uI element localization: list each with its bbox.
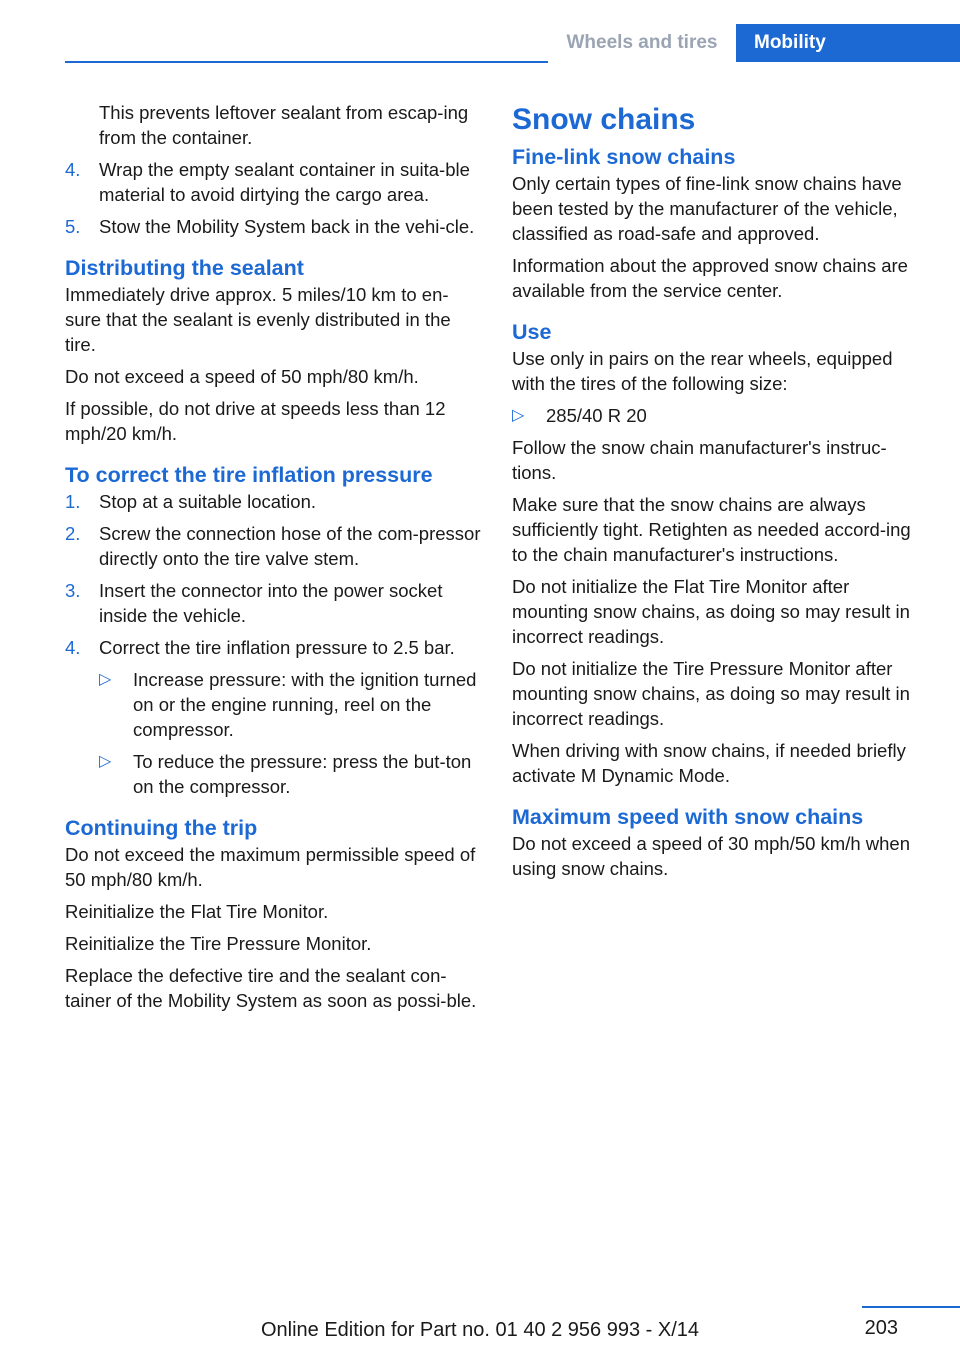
left-column [65,100,483,1020]
paragraph: Only certain types of fine-link snow chains have been tested by the manufacturer of the vehicle, classified as road-safe and approved. [512,173,902,244]
step-number: 4. [65,637,81,658]
list-item [65,578,483,628]
paragraph: Do not exceed the maximum permissible speed of 50 mph/80 km/h. [65,844,476,890]
list-item [65,214,483,239]
paragraph: Do not exceed a speed of 50 mph/80 km/h. [65,366,419,387]
paragraph: When driving with snow chains, if needed briefly activate M Dynamic Mode. [512,740,906,786]
list-item [512,403,928,428]
right-column [512,100,928,888]
section-heading-distributing: Distributing the sealant [65,256,304,280]
section-heading-correct-pressure: To correct the tire inflation pressure [65,463,433,487]
paragraph: Follow the snow chain manufacturer's instruc‐tions. [512,437,887,483]
step-text: Stop at a suitable location. [99,491,317,512]
paragraph: Replace the defective tire and the sealant con‐tainer of the Mobility System as soon as possi‐ble. [65,965,477,1011]
triangle-bullet-icon: ▷ [512,407,525,424]
step-number: 2. [65,523,81,544]
paragraph: Reinitialize the Tire Pressure Monitor. [65,933,372,954]
edition-footer: Online Edition for Part no. 01 40 2 956 993 - X/14 [260,1319,700,1341]
bullet-list [99,667,483,799]
page-header [0,24,960,62]
step-number: 4. [65,159,81,180]
bullet-text: To reduce the pressure: press the but‐ton on the compressor. [133,751,472,797]
header-section-label: Wheels and tires [566,32,718,53]
step-number: 1. [65,491,81,512]
step-text: Correct the tire inflation pressure to 2.5 bar. [99,637,455,658]
list-item [65,635,483,799]
section-heading-fine-link: Fine-link snow chains [512,145,736,169]
paragraph: Make sure that the snow chains are always sufficiently tight. Retighten as needed accord‐ing to the chain manufacturer's instructions. [512,494,911,565]
bullet-text: 285/40 R 20 [546,405,647,426]
list-item [99,667,483,742]
continued-step-text: This prevents leftover sealant from escap‐ing from the container. [99,102,469,148]
header-rule [65,61,548,63]
step-text: Insert the connector into the power socket inside the vehicle. [99,580,443,626]
paragraph: Reinitialize the Flat Tire Monitor. [65,901,329,922]
triangle-bullet-icon: ▷ [99,753,112,770]
list-item [65,489,483,514]
paragraph: Do not initialize the Flat Tire Monitor after mounting snow chains, as doing so may result in incorrect readings. [512,576,910,647]
paragraph: Do not exceed a speed of 30 mph/50 km/h when using snow chains. [512,833,911,879]
header-chapter-tab: Mobility [736,24,960,62]
list-item [65,521,483,571]
list-item [65,157,483,207]
step-number: 5. [65,216,81,237]
section-heading-continuing: Continuing the trip [65,816,258,840]
step-number: 3. [65,580,81,601]
paragraph: Do not initialize the Tire Pressure Monitor after mounting snow chains, as doing so may result in incorrect readings. [512,658,910,729]
paragraph: Immediately drive approx. 5 miles/10 km to en‐sure that the sealant is evenly distributed in the tire. [65,284,451,355]
paragraph: If possible, do not drive at speeds less than 12 mph/20 km/h. [65,398,446,444]
list-item [99,749,483,799]
page-number: 203 [864,1317,898,1339]
step-text: Screw the connection hose of the com‐pressor directly onto the tire valve stem. [99,523,481,569]
footer-rule [862,1306,960,1308]
step-text: Wrap the empty sealant container in suita‐ble material to avoid dirtying the cargo area. [99,159,470,205]
triangle-bullet-icon: ▷ [99,671,112,688]
section-title-snow-chains: Snow chains [512,103,696,136]
paragraph: Information about the approved snow chains are available from the service center. [512,255,908,301]
bullet-text: Increase pressure: with the ignition turned on or the engine running, reel on the compressor. [133,669,477,740]
step-text: Stow the Mobility System back in the vehi‐cle. [99,216,475,237]
section-heading-max-speed: Maximum speed with snow chains [512,805,864,829]
paragraph: Use only in pairs on the rear wheels, equipped with the tires of the following size: [512,348,893,394]
section-heading-use: Use [512,320,552,344]
